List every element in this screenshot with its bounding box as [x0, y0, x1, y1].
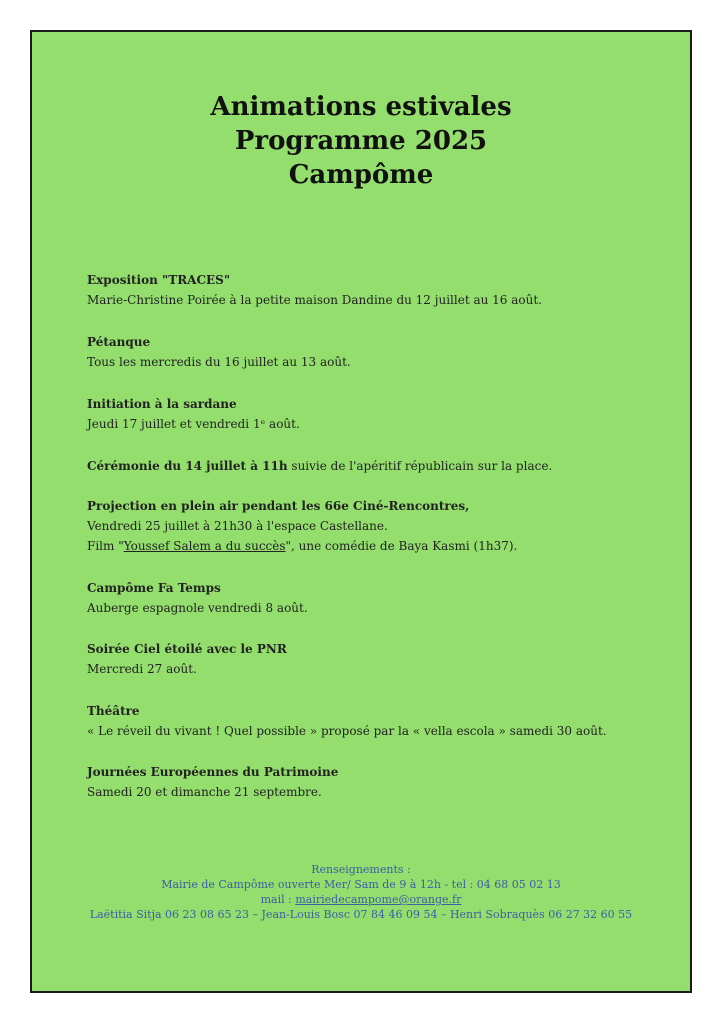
event-heading: Journées Européennes du Patrimoine: [87, 765, 339, 779]
program-page: [30, 30, 692, 993]
title-line-3: Campôme: [288, 160, 434, 190]
event-projection: [87, 496, 517, 556]
event-detail: Vendredi 25 juillet à 21h30 à l'espace Castellane.: [87, 519, 388, 533]
event-ciel-etoile: [87, 639, 287, 679]
event-petanque: [87, 332, 351, 372]
event-detail: Samedi 20 et dimanche 21 septembre.: [87, 785, 322, 799]
footer-contacts: Laëtitia Sitja 06 23 08 65 23 – Jean-Louis Bosc 07 84 46 09 54 – Henri Sobraquès 06 27 32 60 55: [89, 908, 633, 921]
event-film-line: [87, 536, 517, 556]
event-heading: Théâtre: [87, 704, 140, 718]
event-heading: Campôme Fa Temps: [87, 581, 221, 595]
event-heading: Exposition "TRACES": [87, 273, 231, 287]
event-detail: « Le réveil du vivant ! Quel possible » proposé par la « vella escola » samedi 30 août.: [87, 724, 607, 738]
film-title-link[interactable]: Youssef Salem a du succès: [123, 539, 286, 553]
event-detail: Marie-Christine Poirée à la petite maison Dandine du 12 juillet au 16 août.: [87, 293, 542, 307]
event-ceremonie: [87, 456, 552, 476]
event-heading: Initiation à la sardane: [87, 397, 237, 411]
event-heading: Pétanque: [87, 335, 151, 349]
page-title: [32, 90, 690, 192]
event-detail-text: suivie de l'apéritif républicain sur la place.: [287, 459, 553, 473]
event-heading: Projection en plein air pendant les 66e Ciné-Rencontres,: [87, 499, 470, 513]
mail-link[interactable]: mairiedecampome@orange.fr: [295, 893, 462, 906]
footer-mail-line: [32, 892, 690, 907]
event-patrimoine: [87, 762, 338, 802]
event-heading: Soirée Ciel étoilé avec le PNR: [87, 642, 287, 656]
event-detail: Auberge espagnole vendredi 8 août.: [87, 601, 308, 615]
event-detail: Mercredi 27 août.: [87, 662, 197, 676]
title-line-1: Animations estivales: [210, 92, 512, 122]
footer-mairie-hours: Mairie de Campôme ouverte Mer/ Sam de 9 à 12h - tel : 04 68 05 02 13: [161, 878, 561, 891]
mail-label: mail :: [260, 893, 296, 906]
event-heading: Cérémonie du 14 juillet à 11h: [87, 459, 288, 473]
event-exposition: [87, 270, 542, 310]
event-fa-temps: [87, 578, 308, 618]
film-prefix: Film ": [87, 539, 124, 553]
film-suffix: ", une comédie de Baya Kasmi (1h37).: [285, 539, 518, 553]
event-detail: Tous les mercredis du 16 juillet au 13 août.: [87, 355, 351, 369]
title-line-2: Programme 2025: [234, 126, 488, 156]
event-theatre: [87, 701, 607, 741]
event-sardane: [87, 394, 300, 434]
contact-footer: [32, 862, 690, 922]
event-detail: [87, 456, 552, 476]
footer-heading: Renseignements :: [311, 863, 411, 876]
event-detail: Jeudi 17 juillet et vendredi 1ᵉ août.: [87, 417, 300, 431]
